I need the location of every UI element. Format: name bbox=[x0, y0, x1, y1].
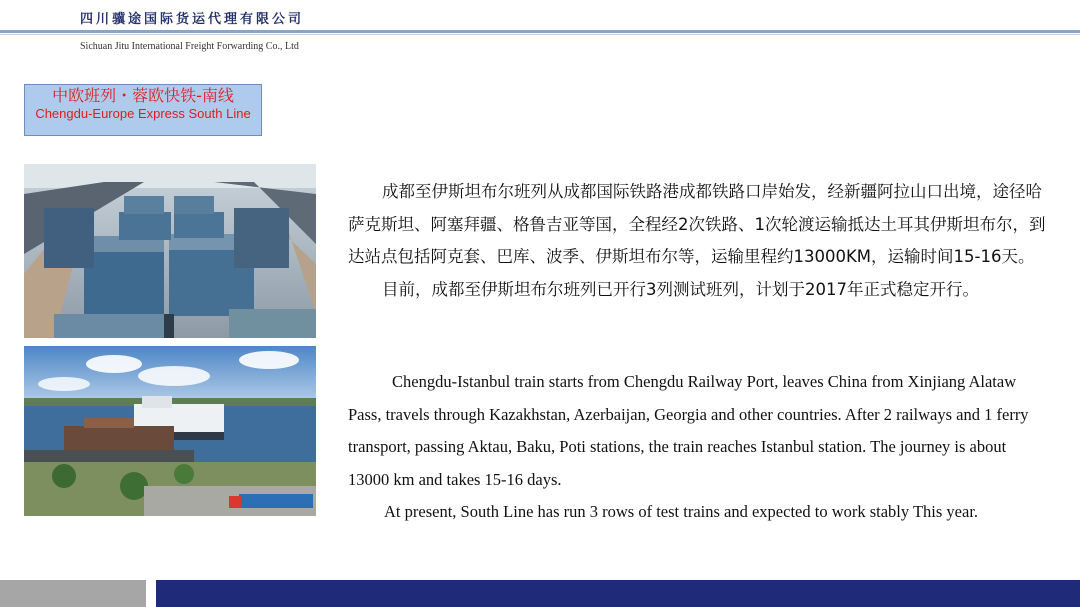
en-paragraph: At present, South Line has run 3 rows of test trains and expected to work stably This year. bbox=[384, 502, 979, 521]
header-rule-thin bbox=[0, 34, 1080, 35]
cn-description bbox=[348, 176, 1048, 306]
en-paragraph: Chengdu-Istanbul train starts from Chengdu Railway Port, leaves China from Xinjiang Alataw Pass, travels through Kazakhstan, Azerbaijan, Georgia and other countries. After 2 railways and 1 ferry transport, passing Aktau, Baku, Poti stations, the train reaches Istanbul station. The journey is about 13000 km and takes 15-16 days. bbox=[348, 372, 1029, 489]
en-description bbox=[348, 366, 1048, 529]
company-name-cn: 四川骥途国际货运代理有限公司 bbox=[80, 12, 305, 27]
title-cn: 中欧班列・蓉欧快铁-南线 bbox=[52, 86, 234, 105]
footer-grey-bar bbox=[0, 580, 146, 607]
cn-paragraph: 成都至伊斯坦布尔班列从成都国际铁路港成都铁路口岸始发，经新疆阿拉山口出境，途径哈萨克斯坦、阿塞拜疆、格鲁吉亚等国，全程经2次铁路、1次轮渡运输抵达土耳其伊斯坦布尔，到达站点包括阿克套、巴库、波季、伊斯坦布尔等，运输里程约13000KM，运输时间15-16天。 bbox=[348, 182, 1046, 266]
title-box bbox=[24, 84, 262, 136]
title-en: Chengdu-Europe Express South Line bbox=[35, 106, 251, 121]
footer-blue-bar bbox=[156, 580, 1080, 607]
cn-paragraph: 目前，成都至伊斯坦布尔班列已开行3列测试班列，计划于2017年正式稳定开行。 bbox=[382, 279, 979, 299]
ferry-port-photo bbox=[24, 346, 316, 516]
company-name-en: Sichuan Jitu International Freight Forwarding Co., Ltd bbox=[80, 41, 299, 52]
header-rule bbox=[0, 30, 1080, 33]
container-train-photo bbox=[24, 164, 316, 338]
